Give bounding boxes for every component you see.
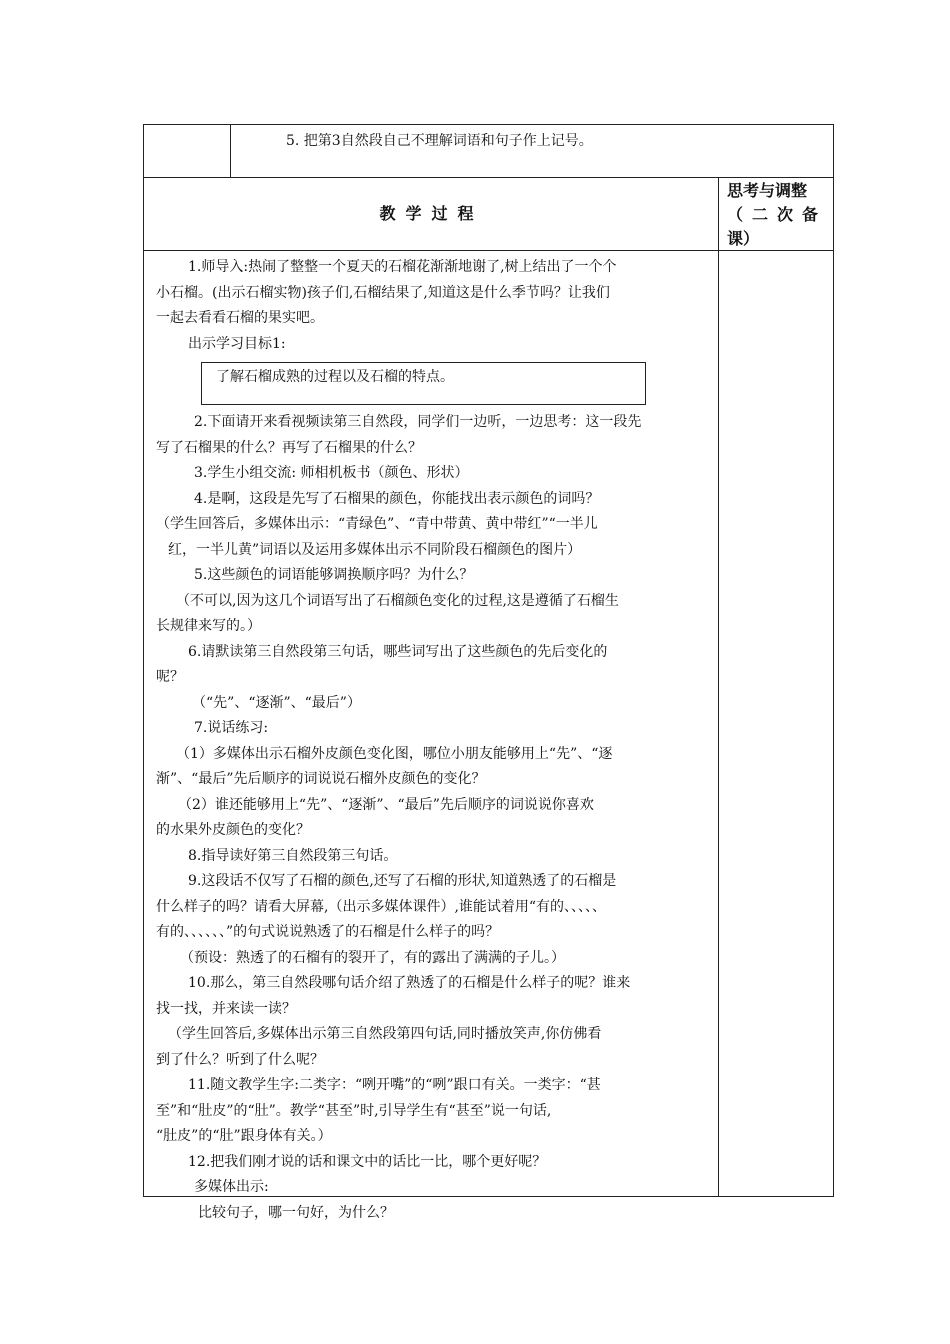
table-divider: [718, 177, 719, 1196]
learning-goal-box: 了解石榴成熟的过程以及石榴的特点。: [201, 362, 646, 405]
goal-label: 出示学习目标1:: [188, 335, 286, 352]
side-title-line: 思考与调整: [727, 181, 808, 200]
paragraph: 长规律来写的。）: [156, 618, 261, 634]
paragraph: 多媒体出示:: [194, 1179, 269, 1195]
teaching-process-body: [156, 255, 712, 1226]
table-divider: [144, 177, 833, 178]
paragraph: 至”和“肚皮”的“肚”。教学“甚至”时,引导学生有“甚至”说一句话,: [156, 1102, 552, 1119]
section-title: 教学过程: [379, 204, 484, 223]
paragraph: 12.把我们刚才说的话和课文中的话比一比，哪个更好呢？: [188, 1153, 547, 1170]
previous-item-5: 5. 把第3自然段自己不理解词语和句子作上记号。: [286, 133, 593, 149]
paragraph: 找一找，并来读一读？: [156, 1000, 296, 1017]
paragraph: 红，一半儿黄”词语以及运用多媒体出示不同阶段石榴颜色的图片）: [168, 541, 582, 558]
paragraph: 小石榴。(出示石榴实物)孩子们,石榴结果了,知道这是什么季节吗？让我们: [156, 284, 610, 301]
paragraph: 10.那么，第三自然段哪句话介绍了熟透了的石榴是什么样子的呢？谁来: [188, 975, 631, 991]
paragraph: （预设：熟透了的石榴有的裂开了，有的露出了满满的子儿。）: [180, 949, 565, 966]
paragraph: （学生回答后，多媒体出示：“青绿色”、“青中带黄、黄中带红”“一半儿: [156, 516, 598, 532]
paragraph: 有的、、、、、、”的句式说说熟透了的石榴是什么样子的吗？: [156, 924, 500, 940]
paragraph: 9.这段话不仅写了石榴的颜色,还写了石榴的形状,知道熟透了的石榴是: [188, 873, 617, 889]
paragraph: （“先”、“逐渐”、“最后”）: [192, 694, 361, 711]
paragraph: 7.说话练习:: [194, 720, 269, 736]
paragraph: 到了什么？听到了什么呢？: [156, 1051, 324, 1068]
paragraph: “肚皮”的“肚”跟身体有关。）: [156, 1128, 332, 1144]
paragraph: 的水果外皮颜色的变化？: [156, 822, 310, 838]
paragraph: 8.指导读好第三自然段第三句话。: [188, 847, 398, 864]
paragraph: （1）多媒体出示石榴外皮颜色变化图，哪位小朋友能够用上“先”、“逐: [176, 745, 613, 762]
paragraph: （2）谁还能够用上“先”、“逐渐”、“最后”先后顺序的词说说你喜欢: [178, 796, 594, 813]
paragraph: 2.下面请开来看视频读第三自然段，同学们一边听，一边思考：这一段先: [194, 414, 642, 430]
paragraph: 6.请默读第三自然段第三句话，哪些词写出了这些颜色的先后变化的: [188, 643, 608, 660]
paragraph: 3.学生小组交流: 师相机板书（颜色、形状）: [194, 465, 469, 481]
side-title-line: 课）: [727, 229, 760, 248]
paragraph: 比较句子，哪一句好，为什么？: [198, 1204, 394, 1221]
lesson-table: [143, 124, 834, 1221]
paragraph: 11.随文教学生字:二类字：“咧开嘴”的“咧”跟口有关。一类字：“甚: [188, 1077, 601, 1093]
table-divider: [230, 125, 231, 177]
side-column-title: [727, 179, 831, 251]
paragraph: 一起去看看石榴的果实吧。: [156, 310, 324, 326]
paragraph: 4.是啊，这段是先写了石榴果的颜色，你能找出表示颜色的词吗？: [194, 490, 600, 507]
paragraph: （学生回答后,多媒体出示第三自然段第四句话,同时播放笑声,你仿佛看: [168, 1026, 602, 1042]
paragraph: 渐”、“最后”先后顺序的词说说石榴外皮颜色的变化？: [156, 771, 486, 787]
paragraph: 5.这些颜色的词语能够调换顺序吗？为什么？: [194, 567, 474, 583]
paragraph: 1.师导入:热闹了整整一个夏天的石榴花渐渐地谢了,树上结出了一个个: [188, 259, 617, 275]
paragraph: 什么样子的吗？请看大屏幕,（出示多媒体课件）,谁能试着用“有的、、、、、: [156, 898, 607, 915]
paragraph: 呢？: [156, 669, 184, 685]
paragraph: 写了石榴果的什么？再写了石榴果的什么？: [156, 439, 422, 456]
side-title-line: （二次备: [727, 205, 828, 224]
paragraph: （不可以,因为这几个词语写出了石榴颜色变化的过程,这是遵循了石榴生: [176, 592, 619, 609]
